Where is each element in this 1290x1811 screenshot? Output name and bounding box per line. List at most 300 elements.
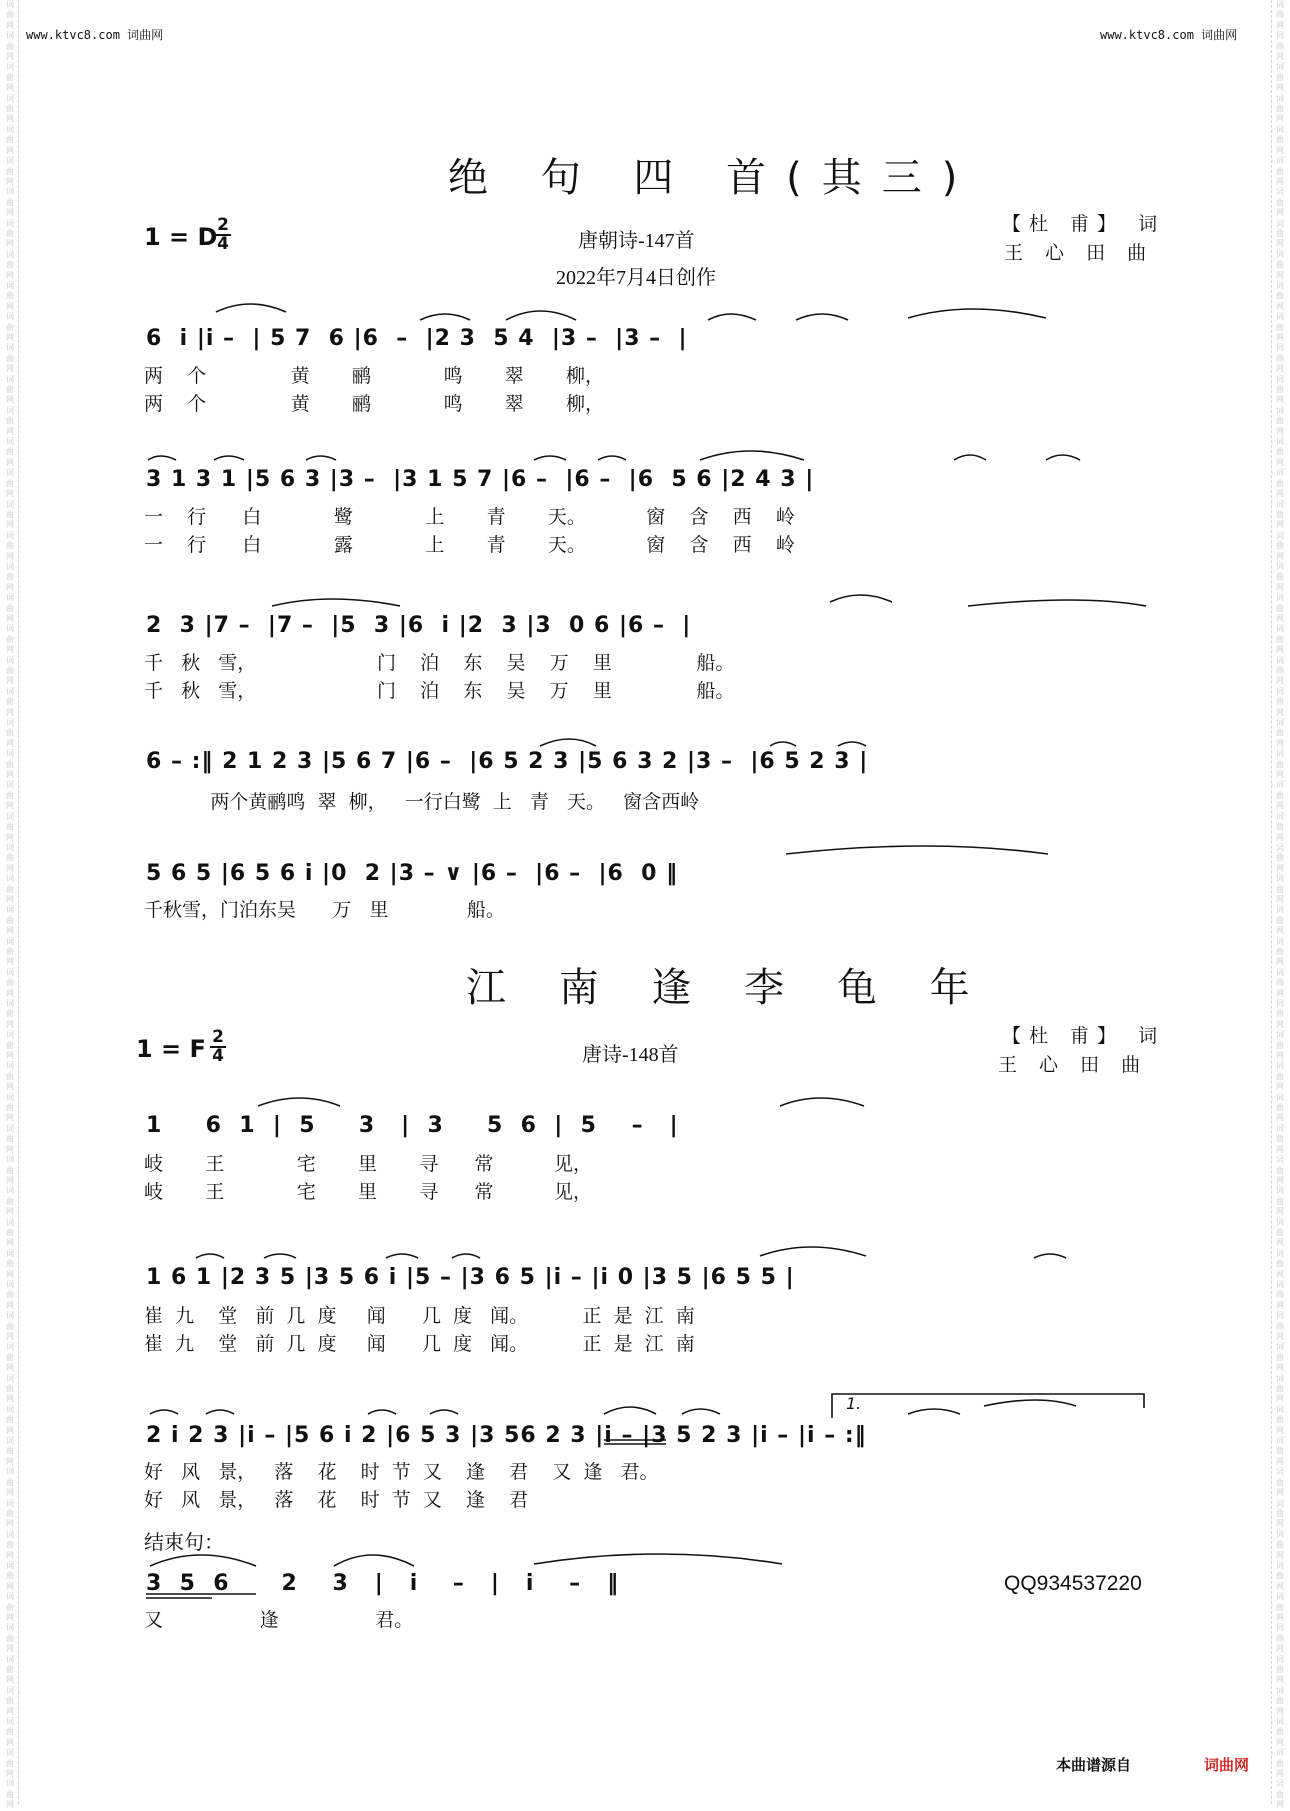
watermark-glyph: 词 — [1276, 1654, 1284, 1664]
watermark-glyph: 网 — [1276, 1675, 1284, 1685]
watermark-glyph: 曲 — [1276, 1477, 1284, 1487]
watermark-glyph: 网 — [1276, 1019, 1284, 1029]
watermark-glyph: 网 — [1276, 1082, 1284, 1092]
watermark-glyph: 词 — [1276, 1404, 1284, 1414]
slur — [368, 1410, 396, 1414]
slur — [506, 311, 576, 320]
watermark-glyph: 网 — [6, 395, 14, 405]
watermark-glyph: 词 — [6, 1092, 14, 1102]
watermark-glyph: 词 — [6, 1311, 14, 1321]
watermark-glyph: 曲 — [6, 385, 14, 395]
watermark-glyph: 网 — [6, 1737, 14, 1747]
song1-lyrics-row-4: 两个黄鹂鸣 翠 柳， 一行白鹭 上 青 天。 窗含西岭 — [144, 791, 700, 813]
watermark-glyph: 词 — [1276, 811, 1284, 821]
watermark-glyph: 词 — [1276, 1030, 1284, 1040]
watermark-glyph: 词 — [6, 1279, 14, 1289]
watermark-glyph: 词 — [6, 1155, 14, 1165]
song2-lyrics-row-1-verse-2: 岐 王 宅 里 寻 常 见， — [144, 1181, 592, 1203]
watermark-glyph: 网 — [6, 270, 14, 280]
watermark-glyph: 曲 — [1276, 603, 1284, 613]
watermark-glyph: 曲 — [1276, 1446, 1284, 1456]
watermark-glyph: 词 — [1276, 1623, 1284, 1633]
watermark-glyph: 网 — [1276, 1394, 1284, 1404]
watermark-glyph: 网 — [6, 52, 14, 62]
watermark-glyph: 网 — [1276, 1519, 1284, 1529]
watermark-glyph: 曲 — [1276, 541, 1284, 551]
slur — [598, 456, 626, 460]
watermark-glyph: 词 — [1276, 93, 1284, 103]
watermark-glyph: 曲 — [6, 1259, 14, 1269]
watermark-glyph: 词 — [1276, 405, 1284, 415]
watermark-glyph: 曲 — [1276, 1789, 1284, 1799]
watermark-glyph: 词 — [1276, 62, 1284, 72]
watermark-glyph: 曲 — [1276, 1508, 1284, 1518]
watermark-glyph: 词 — [1276, 967, 1284, 977]
watermark-glyph: 曲 — [1276, 978, 1284, 988]
watermark-glyph: 网 — [6, 1082, 14, 1092]
watermark-glyph: 网 — [1276, 395, 1284, 405]
watermark-glyph: 词 — [6, 1779, 14, 1789]
watermark-glyph: 曲 — [6, 1352, 14, 1362]
watermark-glyph: 曲 — [1276, 1196, 1284, 1206]
watermark-glyph: 网 — [6, 176, 14, 186]
watermark-glyph: 网 — [6, 1207, 14, 1217]
watermark-glyph: 曲 — [1276, 1540, 1284, 1550]
watermark-glyph: 词 — [6, 1623, 14, 1633]
watermark-glyph: 网 — [6, 1519, 14, 1529]
watermark-glyph: 词 — [1276, 874, 1284, 884]
watermark-glyph: 曲 — [6, 915, 14, 925]
watermark-glyph: 词 — [6, 312, 14, 322]
watermark-glyph: 曲 — [1276, 1727, 1284, 1737]
watermark-glyph: 曲 — [6, 946, 14, 956]
watermark-glyph: 网 — [1276, 176, 1284, 186]
watermark-glyph: 曲 — [6, 1290, 14, 1300]
slur — [430, 1410, 458, 1414]
slur — [540, 739, 596, 746]
slur — [838, 742, 866, 746]
watermark-glyph: 曲 — [6, 1540, 14, 1550]
song2-composer: 王 心 田 曲 — [998, 1054, 1149, 1076]
watermark-glyph: 词 — [1276, 842, 1284, 852]
watermark-glyph: 网 — [6, 1019, 14, 1029]
watermark-glyph: 词 — [1276, 905, 1284, 915]
watermark-glyph: 曲 — [6, 1103, 14, 1113]
watermark-glyph: 曲 — [6, 1040, 14, 1050]
song2-lyrics-row-2-verse-1: 崔 九 堂 前 几 度 闻 几 度 闻。 正 是 江 南 — [144, 1305, 695, 1327]
watermark-glyph: 词 — [1276, 686, 1284, 696]
song2-notation-row-3: 2 i 2 3 |i – |5 6 i 2 |6 5 3 |3 56 2 3 |i – |3 5 2 3 |i – |i – :‖ — [146, 1423, 867, 1448]
watermark-glyph: 曲 — [6, 697, 14, 707]
watermark-glyph: 曲 — [6, 41, 14, 51]
watermark-glyph: 曲 — [6, 978, 14, 988]
song2-lyrics-row-2-verse-2: 崔 九 堂 前 几 度 闻 几 度 闻。 正 是 江 南 — [144, 1333, 695, 1355]
watermark-glyph: 曲 — [1276, 1321, 1284, 1331]
watermark-glyph: 词 — [1276, 1342, 1284, 1352]
watermark-glyph: 网 — [1276, 1612, 1284, 1622]
watermark-glyph: 网 — [1276, 1737, 1284, 1747]
watermark-glyph: 网 — [6, 613, 14, 623]
watermark-glyph: 网 — [6, 364, 14, 374]
watermark-glyph: 词 — [6, 1123, 14, 1133]
watermark-glyph: 网 — [6, 676, 14, 686]
watermark-glyph: 曲 — [1276, 915, 1284, 925]
watermark-glyph: 网 — [1276, 520, 1284, 530]
watermark-glyph: 网 — [6, 582, 14, 592]
watermark-glyph: 网 — [6, 1581, 14, 1591]
watermark-glyph: 曲 — [6, 1071, 14, 1081]
watermark-glyph: 词 — [6, 1654, 14, 1664]
watermark-glyph: 词 — [6, 187, 14, 197]
watermark-glyph: 曲 — [1276, 260, 1284, 270]
watermark-glyph: 词 — [1276, 561, 1284, 571]
song1-lyrics-row-2-verse-2: 一 行 白 露 上 青 天。 窗 含 西 岭 — [144, 534, 795, 556]
slur — [196, 1254, 224, 1258]
song2-notation-row-2: 1 6 1 |2 3 5 |3 5 6 i |5 – |3 6 5 |i – |i 0 |3 5 |6 5 5 | — [146, 1265, 795, 1290]
watermark-glyph: 曲 — [6, 884, 14, 894]
watermark-glyph: 网 — [1276, 1113, 1284, 1123]
watermark-glyph: 曲 — [6, 790, 14, 800]
watermark-glyph: 词 — [1276, 1685, 1284, 1695]
watermark-glyph: 曲 — [1276, 10, 1284, 20]
slur — [1034, 1254, 1066, 1258]
watermark-glyph: 曲 — [1276, 1227, 1284, 1237]
watermark-glyph: 词 — [1276, 1373, 1284, 1383]
watermark-glyph: 词 — [1276, 0, 1284, 9]
watermark-glyph: 网 — [6, 1769, 14, 1779]
watermark-glyph: 网 — [6, 1456, 14, 1466]
song1-lyrics-row-3-verse-2: 千 秋 雪， 门 泊 东 吴 万 里 船。 — [144, 680, 735, 702]
song1-notation-row-3: 2 3 |7 – |7 – |5 3 |6 i |2 3 |3 0 6 |6 – | — [146, 613, 692, 638]
watermark-glyph: 网 — [6, 333, 14, 342]
watermark-glyph: 网 — [6, 832, 14, 842]
qq-contact: QQ934537220 — [1004, 1572, 1142, 1595]
watermark-glyph: 网 — [6, 1051, 14, 1061]
watermark-glyph: 曲 — [1276, 572, 1284, 582]
watermark-glyph: 词 — [1276, 655, 1284, 665]
watermark-glyph: 网 — [1276, 1051, 1284, 1061]
watermark-glyph: 词 — [6, 1467, 14, 1477]
watermark-glyph: 词 — [1276, 1311, 1284, 1321]
watermark-glyph: 网 — [6, 1675, 14, 1685]
watermark-glyph: 词 — [1276, 1279, 1284, 1289]
watermark-glyph: 网 — [1276, 988, 1284, 998]
watermark-glyph: 网 — [6, 707, 14, 717]
ending-lyrics: 又 逢 君。 — [144, 1609, 414, 1631]
watermark-glyph: 曲 — [1276, 197, 1284, 207]
song1-key-signature: 1 = D — [144, 223, 218, 251]
watermark-glyph: 曲 — [1276, 135, 1284, 145]
watermark-glyph: 网 — [6, 1800, 14, 1810]
watermark-glyph: 曲 — [6, 1165, 14, 1175]
watermark-glyph: 曲 — [1276, 1259, 1284, 1269]
site-header-right[interactable]: www.ktvc8.com 词曲网 — [1100, 28, 1238, 42]
slur — [984, 1400, 1076, 1406]
watermark-glyph: 曲 — [1276, 1633, 1284, 1643]
watermark-glyph: 词 — [6, 343, 14, 353]
watermark-glyph: 曲 — [6, 1415, 14, 1425]
watermark-glyph: 词 — [1276, 1529, 1284, 1539]
watermark-glyph: 网 — [6, 1300, 14, 1310]
ending-label: 结束句： — [144, 1530, 224, 1554]
watermark-glyph: 词 — [6, 749, 14, 759]
slur — [682, 1409, 720, 1414]
watermark-glyph: 网 — [6, 301, 14, 311]
watermark-glyph: 词 — [6, 593, 14, 603]
watermark-glyph: 曲 — [6, 1758, 14, 1768]
watermark-glyph: 网 — [1276, 1238, 1284, 1248]
watermark-glyph: 曲 — [6, 666, 14, 675]
watermark-glyph: 词 — [1276, 1560, 1284, 1570]
watermark-glyph: 词 — [6, 874, 14, 884]
watermark-glyph: 网 — [1276, 707, 1284, 717]
watermark-glyph: 曲 — [1276, 1134, 1284, 1144]
slur — [216, 304, 286, 312]
watermark-glyph: 词 — [6, 624, 14, 634]
slur — [206, 1410, 234, 1414]
watermark-glyph: 曲 — [6, 1446, 14, 1456]
watermark-glyph: 网 — [1276, 894, 1284, 904]
song1-lyricist: 【杜 甫】 词 — [1002, 213, 1166, 235]
watermark-glyph: 网 — [6, 1550, 14, 1560]
watermark-glyph: 曲 — [6, 166, 14, 176]
watermark-glyph: 网 — [1276, 20, 1284, 30]
slur — [148, 456, 176, 460]
site-header-left[interactable]: www.ktvc8.com 词曲网 — [26, 28, 164, 42]
song1-date: 2022年7月4日创作 — [556, 267, 716, 289]
watermark-glyph: 曲 — [6, 1571, 14, 1581]
watermark-glyph: 曲 — [1276, 1571, 1284, 1581]
watermark-glyph: 词 — [1276, 999, 1284, 1008]
slur — [604, 1407, 656, 1414]
watermark-glyph: 词 — [1276, 187, 1284, 197]
watermark-glyph: 网 — [1276, 364, 1284, 374]
watermark-glyph: 网 — [1276, 1488, 1284, 1498]
song1-lyrics-row-5: 千秋雪，门泊东吴 万 里 船。 — [144, 899, 505, 921]
watermark-glyph: 网 — [1276, 239, 1284, 249]
watermark-glyph: 网 — [1276, 1581, 1284, 1591]
song1-notation-row-5: 5 6 5 |6 5 6 i |0 2 |3 – ∨ |6 – |6 – |6 0 ‖ — [146, 861, 679, 886]
watermark-glyph: 曲 — [6, 853, 14, 863]
watermark-glyph: 网 — [1276, 114, 1284, 124]
watermark-glyph: 词 — [1276, 280, 1284, 290]
watermark-glyph: 网 — [6, 489, 14, 499]
watermark-glyph: 曲 — [6, 509, 14, 519]
watermark-glyph: 网 — [1276, 1363, 1284, 1373]
watermark-glyph: 词 — [6, 0, 14, 9]
watermark-glyph: 词 — [1276, 1592, 1284, 1602]
watermark-glyph: 网 — [1276, 1456, 1284, 1466]
watermark-glyph: 词 — [1276, 1748, 1284, 1758]
watermark-glyph: 网 — [6, 957, 14, 967]
watermark-glyph: 曲 — [1276, 1384, 1284, 1394]
slur — [830, 595, 892, 602]
watermark-glyph: 网 — [1276, 613, 1284, 623]
watermark-glyph: 词 — [6, 31, 14, 41]
slur — [796, 314, 848, 320]
song2-lyrics-row-3-verse-2: 好 风 景， 落 花 时 节 又 逢 君 — [144, 1489, 529, 1511]
watermark-glyph: 词 — [1276, 1717, 1284, 1727]
slur — [306, 456, 336, 460]
watermark-glyph: 网 — [1276, 801, 1284, 811]
watermark-glyph: 词 — [6, 1748, 14, 1758]
song1-notation-row-2: 3 1 3 1 |5 6 3 |3 – |3 1 5 7 |6 – |6 – |6 5 6 |2 4 3 | — [146, 467, 815, 492]
watermark-glyph: 词 — [1276, 499, 1284, 509]
watermark-glyph: 词 — [1276, 1436, 1284, 1446]
watermark-glyph: 曲 — [6, 759, 14, 769]
watermark-glyph: 曲 — [1276, 822, 1284, 832]
watermark-glyph: 曲 — [1276, 447, 1284, 457]
time-sig-bottom: 4 — [212, 1046, 224, 1066]
watermark-glyph: 词 — [6, 1717, 14, 1727]
watermark-glyph: 词 — [1276, 780, 1284, 790]
song1-notation-row-4: 6 – :‖ 2 1 2 3 |5 6 7 |6 – |6 5 2 3 |5 6 3 2 |3 – |6 5 2 3 | — [146, 749, 869, 774]
watermark-glyph: 曲 — [6, 728, 14, 738]
watermark-glyph: 曲 — [1276, 884, 1284, 894]
watermark-glyph: 网 — [1276, 551, 1284, 561]
watermark-glyph: 网 — [6, 114, 14, 124]
left-watermark-strip — [2, 0, 19, 1810]
watermark-glyph: 网 — [1276, 957, 1284, 967]
watermark-glyph: 曲 — [1276, 509, 1284, 519]
watermark-glyph: 词 — [6, 218, 14, 228]
watermark-glyph: 词 — [6, 93, 14, 103]
watermark-glyph: 词 — [6, 437, 14, 447]
slur — [534, 456, 566, 460]
slur — [770, 742, 796, 746]
footer-brand-link[interactable]: 词曲网 — [1204, 1756, 1250, 1774]
watermark-glyph: 曲 — [6, 603, 14, 613]
watermark-glyph: 词 — [6, 905, 14, 915]
watermark-glyph: 网 — [1276, 1207, 1284, 1217]
watermark-glyph: 网 — [1276, 582, 1284, 592]
watermark-glyph: 曲 — [1276, 634, 1284, 644]
watermark-glyph: 网 — [6, 1425, 14, 1435]
watermark-glyph: 词 — [6, 718, 14, 728]
watermark-glyph: 曲 — [6, 1508, 14, 1518]
ending-notation: 3 5 6 2 3 | i – | i – ‖ — [146, 1571, 620, 1596]
watermark-glyph: 词 — [1276, 749, 1284, 759]
slur — [700, 451, 804, 460]
watermark-glyph: 词 — [1276, 468, 1284, 478]
watermark-glyph: 曲 — [6, 104, 14, 114]
slur — [214, 456, 244, 460]
time-sig-top: 2 — [217, 215, 229, 235]
time-sig-top: 2 — [212, 1027, 224, 1047]
watermark-glyph: 网 — [6, 426, 14, 436]
song2-lyrics-row-1-verse-1: 岐 王 宅 里 寻 常 见， — [144, 1153, 592, 1175]
watermark-glyph: 网 — [1276, 1144, 1284, 1154]
watermark-glyph: 网 — [6, 738, 14, 748]
watermark-glyph: 词 — [6, 1498, 14, 1508]
watermark-glyph: 曲 — [6, 197, 14, 207]
watermark-glyph: 网 — [1276, 1425, 1284, 1435]
watermark-glyph: 网 — [6, 894, 14, 904]
watermark-glyph: 词 — [6, 1186, 14, 1196]
watermark-glyph: 网 — [6, 1363, 14, 1373]
song1-notation-row-1: 6 i |i – | 5 7 6 |6 – |2 3 5 4 |3 – |3 – | — [146, 326, 688, 351]
slur — [272, 599, 400, 606]
watermark-glyph: 网 — [1276, 1769, 1284, 1779]
watermark-glyph: 曲 — [1276, 1758, 1284, 1768]
watermark-glyph: 词 — [1276, 1467, 1284, 1477]
song1-lyrics-row-2-verse-1: 一 行 白 鹭 上 青 天。 窗 含 西 岭 — [144, 506, 795, 528]
watermark-glyph: 曲 — [1276, 1165, 1284, 1175]
watermark-glyph: 词 — [1276, 124, 1284, 134]
song1-lyrics-row-1-verse-1: 两 个 黄 鹂 鸣 翠 柳， — [144, 365, 605, 387]
watermark-glyph: 词 — [1276, 1779, 1284, 1789]
watermark-glyph: 词 — [1276, 1155, 1284, 1165]
right-watermark-strip — [1271, 0, 1288, 1810]
watermark-glyph: 词 — [6, 62, 14, 72]
watermark-glyph: 曲 — [1276, 1040, 1284, 1050]
watermark-glyph: 网 — [6, 1706, 14, 1716]
watermark-glyph: 网 — [6, 988, 14, 998]
watermark-glyph: 曲 — [1276, 322, 1284, 332]
song1-composer: 王 心 田 曲 — [1004, 242, 1155, 264]
watermark-glyph: 词 — [6, 811, 14, 821]
watermark-glyph: 网 — [1276, 1175, 1284, 1185]
watermark-glyph: 曲 — [1276, 353, 1284, 363]
watermark-glyph: 网 — [1276, 676, 1284, 686]
song2-subtitle: 唐诗-148首 — [582, 1044, 679, 1066]
watermark-glyph: 曲 — [6, 1134, 14, 1144]
watermark-glyph: 网 — [1276, 52, 1284, 62]
song2-time-signature — [210, 1027, 226, 1066]
watermark-glyph: 曲 — [1276, 790, 1284, 800]
watermark-glyph: 曲 — [6, 1477, 14, 1487]
watermark-glyph: 曲 — [1276, 1665, 1284, 1674]
watermark-glyph: 网 — [1276, 863, 1284, 873]
watermark-glyph: 曲 — [1276, 946, 1284, 956]
watermark-glyph: 网 — [1276, 1332, 1284, 1341]
watermark-glyph: 网 — [6, 1488, 14, 1498]
slur — [780, 1098, 864, 1106]
slur — [258, 1098, 340, 1106]
watermark-glyph: 词 — [1276, 1092, 1284, 1102]
watermark-glyph: 曲 — [6, 447, 14, 457]
watermark-glyph: 词 — [6, 1030, 14, 1040]
watermark-glyph: 曲 — [6, 416, 14, 426]
watermark-glyph: 曲 — [1276, 416, 1284, 426]
watermark-glyph: 曲 — [6, 10, 14, 20]
watermark-glyph: 曲 — [6, 72, 14, 82]
watermark-glyph: 曲 — [1276, 759, 1284, 769]
watermark-glyph: 词 — [6, 405, 14, 415]
watermark-glyph: 曲 — [6, 572, 14, 582]
song2-lyricist: 【杜 甫】 词 — [1002, 1025, 1166, 1047]
song2-notation-row-1: 1 6 1 | 5 3 | 3 5 6 | 5 – | — [146, 1113, 679, 1138]
watermark-glyph: 曲 — [1276, 228, 1284, 238]
slur — [968, 600, 1146, 606]
watermark-glyph: 网 — [1276, 301, 1284, 311]
song1-lyrics-row-3-verse-1: 千 秋 雪， 门 泊 东 吴 万 里 船。 — [144, 652, 735, 674]
watermark-glyph: 词 — [6, 1404, 14, 1414]
watermark-glyph: 曲 — [6, 1321, 14, 1331]
watermark-glyph: 网 — [6, 645, 14, 655]
song1-lyrics-row-1-verse-2: 两 个 黄 鹂 鸣 翠 柳， — [144, 393, 605, 415]
watermark-glyph: 词 — [6, 1560, 14, 1570]
volta-label: 1. — [846, 1394, 862, 1413]
watermark-glyph: 曲 — [6, 1665, 14, 1674]
watermark-glyph: 曲 — [6, 1009, 14, 1019]
watermark-glyph: 词 — [6, 1685, 14, 1695]
watermark-glyph: 网 — [6, 1612, 14, 1622]
song2-title: 江 南 逢 李 龟 年 — [466, 965, 990, 1011]
watermark-glyph: 网 — [1276, 208, 1284, 218]
watermark-glyph: 词 — [1276, 1186, 1284, 1196]
watermark-glyph: 词 — [1276, 156, 1284, 166]
